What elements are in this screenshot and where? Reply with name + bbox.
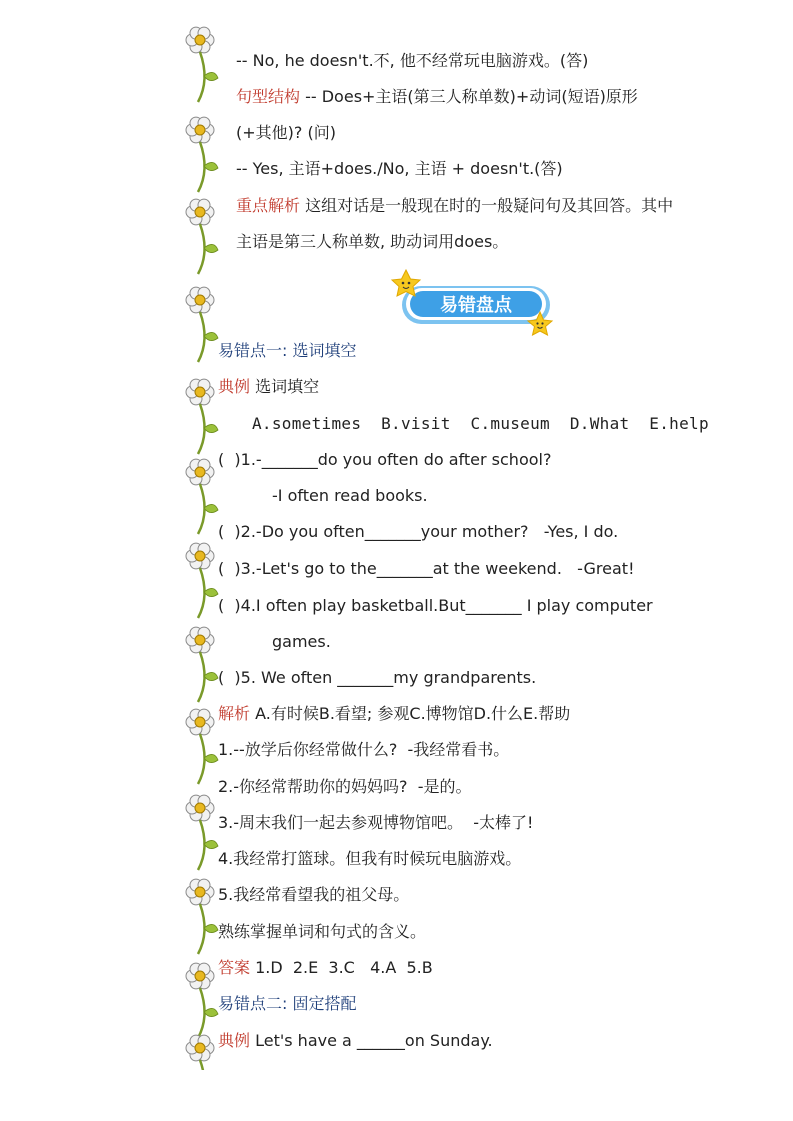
flower-icon — [186, 879, 218, 954]
flower-icon — [186, 627, 218, 702]
analysis-label: 解析 — [218, 704, 251, 723]
analysis-1: 1.--放学后你经常做什么? -我经常看书。 — [218, 740, 510, 759]
analysis-5: 5.我经常看望我的祖父母。 — [218, 885, 410, 904]
flower-icon — [186, 459, 218, 534]
flower-icon — [186, 1035, 218, 1070]
flower-icon — [186, 963, 218, 1038]
key-analysis-cont-line: 主语是第三人称单数, 助动词用does。 — [236, 232, 509, 251]
flower-icon — [186, 199, 218, 274]
example2-text: Let's have a ______on Sunday. — [250, 1031, 493, 1050]
structure-line — [236, 86, 638, 108]
flower-icon — [186, 379, 218, 454]
key-analysis-text: 这组对话是一般现在时的一般疑问句及其回答。其中 — [300, 196, 674, 215]
key-analysis-line — [236, 195, 673, 217]
question-3: ( )3.-Let's go to the_______at the weekend. -Great! — [218, 559, 635, 578]
answer-pattern-line: -- Yes, 主语+does./No, 主语 + doesn't.(答) — [236, 159, 563, 178]
options-line: A.sometimes B.visit C.museum D.What E.help — [252, 414, 709, 433]
flower-icon — [186, 709, 218, 784]
answer-label: 答案 — [218, 958, 251, 977]
example1-label: 典例 — [218, 377, 251, 396]
mistake-review-banner — [388, 268, 560, 342]
question-2: ( )2.-Do you often_______your mother? -Yes, I do. — [218, 522, 619, 541]
example2-label: 典例 — [218, 1031, 251, 1050]
analysis-3: 3.-周末我们一起去参观博物馆吧。 -太棒了! — [218, 813, 534, 832]
analysis-text: A.有时候B.看望; 参观C.博物馆D.什么E.帮助 — [250, 704, 571, 723]
answer-text: 1.D 2.E 3.C 4.A 5.B — [250, 958, 433, 977]
analysis-line — [218, 703, 570, 725]
question-5: ( )5. We often _______my grandparents. — [218, 668, 537, 687]
mastery-note: 熟练掌握单词和句式的含义。 — [218, 922, 427, 941]
flower-icon — [186, 543, 218, 618]
flower-icon — [186, 287, 218, 362]
answer-line — [218, 957, 433, 979]
example1-line — [218, 376, 319, 398]
banner-title: 易错盘点 — [440, 295, 512, 316]
flower-icon — [186, 117, 218, 192]
analysis-4: 4.我经常打篮球。但我有时候玩电脑游戏。 — [218, 849, 522, 868]
flower-vine-border — [178, 20, 222, 1070]
flower-icon — [186, 795, 218, 870]
structure-cont-line: (+其他)? (问) — [236, 123, 336, 142]
question-1-reply: -I often read books. — [272, 486, 428, 505]
analysis-2: 2.-你经常帮助你的妈妈吗? -是的。 — [218, 777, 472, 796]
structure-label: 句型结构 — [236, 87, 301, 106]
example2-line — [218, 1030, 493, 1052]
question-1: ( )1.-_______do you often do after school? — [218, 450, 552, 469]
question-4: ( )4.I often play basketball.But_______ I play computer — [218, 596, 653, 615]
section2-title: 易错点二: 固定搭配 — [218, 994, 357, 1013]
key-analysis-label: 重点解析 — [236, 196, 301, 215]
question-4-cont: games. — [272, 632, 331, 651]
example1-text: 选词填空 — [250, 377, 320, 396]
structure-text: -- Does+主语(第三人称单数)+动词(短语)原形 — [300, 87, 638, 106]
answer-no-line: -- No, he doesn't.不, 他不经常玩电脑游戏。(答) — [236, 51, 589, 70]
section1-title: 易错点一: 选词填空 — [218, 341, 357, 360]
flower-icon — [186, 27, 218, 102]
